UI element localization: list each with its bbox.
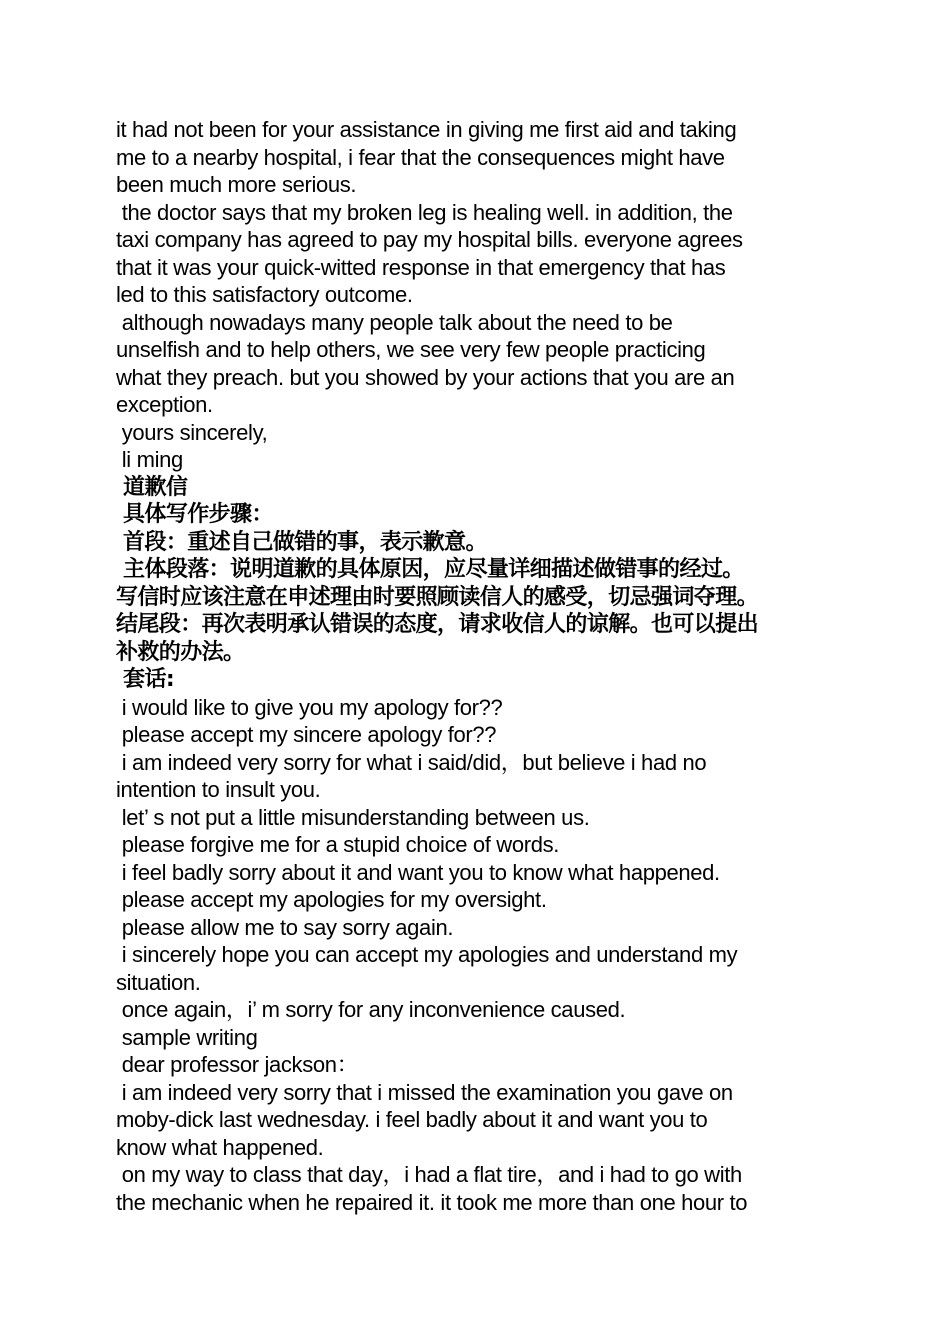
text-line: exception. (116, 392, 213, 417)
text-line: on my way to class that day，i had a flat tire，and i had to go with (116, 1162, 742, 1187)
text-line: dear professor jackson： (116, 1052, 359, 1077)
text-line: moby-dick last wednesday. i feel badly about it and want you to (116, 1107, 708, 1132)
text-line: it had not been for your assistance in giving me first aid and taking (116, 117, 737, 142)
text-line: unselfish and to help others, we see very few people practicing (116, 337, 706, 362)
text-line: please accept my sincere apology for?? (116, 722, 497, 747)
text-line: know what happened. (116, 1134, 324, 1160)
chinese-text-line: 道歉信 (116, 474, 188, 500)
text-line: i would like to give you my apology for?? (116, 694, 503, 720)
document-body (116, 116, 836, 1216)
text-line: been much more serious. (116, 172, 357, 197)
chinese-text-line: 主体段落：说明道歉的具体原因，应尽量详细描述做错事的经过。 (116, 557, 744, 582)
text-line: the mechanic when he repaired it. it took me more than one hour to (116, 1189, 748, 1215)
chinese-text-line: 套话: (116, 667, 175, 692)
text-line: me to a nearby hospital, i fear that the consequences might have (116, 144, 725, 170)
text-line: i sincerely hope you can accept my apologies and understand my (116, 942, 738, 967)
text-line: although nowadays many people talk about the need to be (116, 309, 673, 335)
text-line: i am indeed very sorry for what i said/did，but believe i had no (116, 749, 707, 775)
text-line: i feel badly sorry about it and want you to know what happened. (116, 859, 720, 885)
text-line: yours sincerely, (116, 419, 268, 445)
text-line: please forgive me for a stupid choice of words. (116, 832, 559, 857)
text-line: taxi company has agreed to pay my hospital bills. everyone agrees (116, 227, 743, 252)
text-line: once again，i’ m sorry for any inconvenience caused. (116, 997, 626, 1022)
text-line: let’ s not put a little misunderstanding between us. (116, 804, 590, 830)
chinese-text-line: 写信时应该注意在申述理由时要照顾读信人的感受，切忌强词夺理。 (116, 584, 759, 610)
text-line: that it was your quick-witted response in that emergency that has (116, 254, 726, 280)
text-line: please allow me to say sorry again. (116, 914, 454, 940)
text-line: situation. (116, 969, 201, 995)
chinese-text-line: 补救的办法。 (116, 639, 245, 665)
text-line: the doctor says that my broken leg is healing well. in addition, the (116, 199, 733, 225)
text-line: sample writing (116, 1024, 258, 1050)
text-line: li ming (116, 447, 183, 472)
text-line: what they preach. but you showed by your actions that you are an (116, 364, 735, 390)
text-line: led to this satisfactory outcome. (116, 282, 413, 307)
text-line: i am indeed very sorry that i missed the examination you gave on (116, 1079, 733, 1105)
chinese-text-line: 结尾段：再次表明承认错误的态度，请求收信人的谅解。也可以提出 (116, 612, 759, 637)
text-line: please accept my apologies for my oversight. (116, 887, 547, 912)
chinese-text-line: 具体写作步骤： (116, 502, 273, 527)
chinese-text-line: 首段：重述自己做错的事，表示歉意。 (116, 529, 487, 555)
text-line: intention to insult you. (116, 777, 321, 802)
